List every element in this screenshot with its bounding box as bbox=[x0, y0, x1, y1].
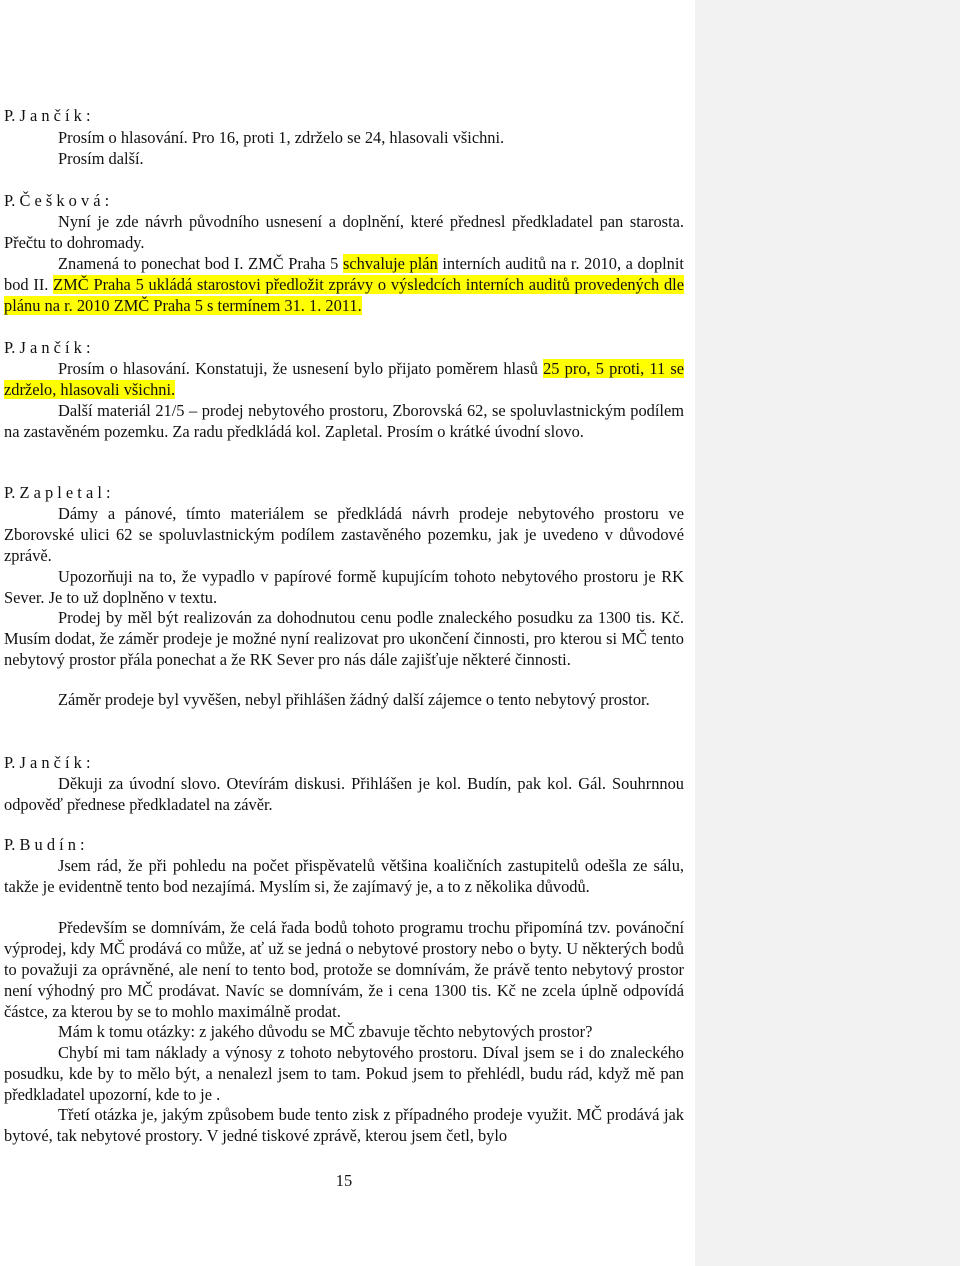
paragraph: Jsem rád, že při pohledu na počet přispěvatelů většina koaličních zastupitelů odešla ze sálu, takže je evidentně tento bod nezajímá. Myslím si, že zajímavý je, a to z několika důvodů. bbox=[4, 856, 684, 896]
paragraph: Prosím o hlasování. Pro 16, proti 1, zdrželo se 24, hlasovali všichni. bbox=[58, 128, 505, 147]
speaker-label: P. B u d í n : bbox=[4, 835, 85, 854]
paragraph: Záměr prodeje byl vyvěšen, nebyl přihlášen žádný další zájemce o tento nebytový prostor. bbox=[58, 690, 650, 709]
paragraph: Děkuji za úvodní slovo. Otevírám diskusi. Přihlášen je kol. Budín, pak kol. Gál. Souhrnnou odpověď přednese předkladatel na závěr. bbox=[4, 774, 684, 814]
page-number: 15 bbox=[335, 1171, 353, 1190]
paragraph: Prosím další. bbox=[58, 149, 144, 168]
document-page bbox=[4, 0, 684, 1266]
speaker-label: P. J a n č í k : bbox=[4, 338, 91, 357]
paragraph: Dámy a pánové, tímto materiálem se předkládá návrh prodeje nebytového prostoru ve Zborovské ulici 62 se spoluvlastnickým podílem zastavěného pozemku, jak je uvedeno v důvodové zprávě. bbox=[4, 504, 684, 565]
speaker-label: P. J a n č í k : bbox=[4, 753, 91, 772]
highlighted-text: 25 pro, 5 proti, 11 se zdrželo, hlasovali všichni. bbox=[4, 359, 684, 399]
paragraph: Především se domnívám, že celá řada bodů tohoto programu trochu připomíná tzv. povánoční výprodej, kdy MČ prodává co může, ať už se jedná o nebytové prostory nebo o byty. U některých bodů to považuji za oprávněné, ale není to tento bod, protože se domnívám, že právě tento nebytový prostor není výhodný pro MČ prodávat. Navíc se domnívám, že i cena 1300 tis. Kč ne zcela úplně odpovídá částce, za kterou by se to mohlo maximálně prodat. bbox=[4, 918, 684, 1021]
speaker-label: P. J a n č í k : bbox=[4, 106, 91, 125]
paragraph: Upozorňuji na to, že vypadlo v papírové formě kupujícím tohoto nebytového prostoru je RK Sever. Je to už doplněno v textu. bbox=[4, 567, 684, 607]
text-run: Prosím o hlasování. Konstatuji, že usnesení bylo přijato poměrem hlasů bbox=[58, 359, 544, 378]
speaker-label: P. Z a p l e t a l : bbox=[4, 483, 111, 502]
paragraph: Další materiál 21/5 – prodej nebytového prostoru, Zborovská 62, se spoluvlastnickým podílem na zastavěném pozemku. Za radu předkládá kol. Zapletal. Prosím o krátké úvodní slovo. bbox=[4, 401, 684, 441]
highlighted-text: ZMČ Praha 5 ukládá starostovi předložit zprávy o výsledcích interních auditů provedených dle plánu na r. 2010 ZMČ Praha 5 s termínem 31. 1. 2011. bbox=[4, 275, 685, 315]
speaker-label: P. Č e š k o v á : bbox=[4, 191, 110, 210]
paragraph bbox=[4, 253, 684, 316]
paragraph bbox=[4, 358, 684, 400]
text-run: Znamená to ponechat bod I. ZMČ Praha 5 bbox=[58, 254, 343, 273]
paragraph: Třetí otázka je, jakým způsobem bude tento zisk z případného prodeje využit. MČ prodává jak bytové, tak nebytové prostory. V jedné tiskové zprávě, kterou jsem četl, bylo bbox=[4, 1105, 684, 1145]
paragraph: Nyní je zde návrh původního usnesení a doplnění, které přednesl předkladatel pan starosta. Přečtu to dohromady. bbox=[4, 212, 684, 252]
highlighted-text: schvaluje plán bbox=[343, 254, 438, 273]
paragraph: Mám k tomu otázky: z jakého důvodu se MČ zbavuje těchto nebytových prostor? bbox=[58, 1022, 593, 1041]
paragraph: Prodej by měl být realizován za dohodnutou cenu podle znaleckého posudku za 1300 tis. Kč. Musím dodat, že záměr prodeje je možné nyní realizovat pro ukončení činnosti, pro kterou si MČ tento nebytový prostor přála ponechat a že RK Sever pro nás dále zajišťuje některé činnosti. bbox=[4, 608, 684, 669]
comment-margin-pane bbox=[695, 0, 960, 1266]
paragraph: Chybí mi tam náklady a výnosy z tohoto nebytového prostoru. Díval jsem se i do znaleckého posudku, kde by to mělo být, a nenalezl jsem to tam. Pokud jsem to přehlédl, budu rád, když mě pan předkladatel upozorní, kde to je . bbox=[4, 1043, 684, 1104]
text-run: interních auditů na r. 2010, a doplnit bod II. bbox=[4, 254, 684, 294]
